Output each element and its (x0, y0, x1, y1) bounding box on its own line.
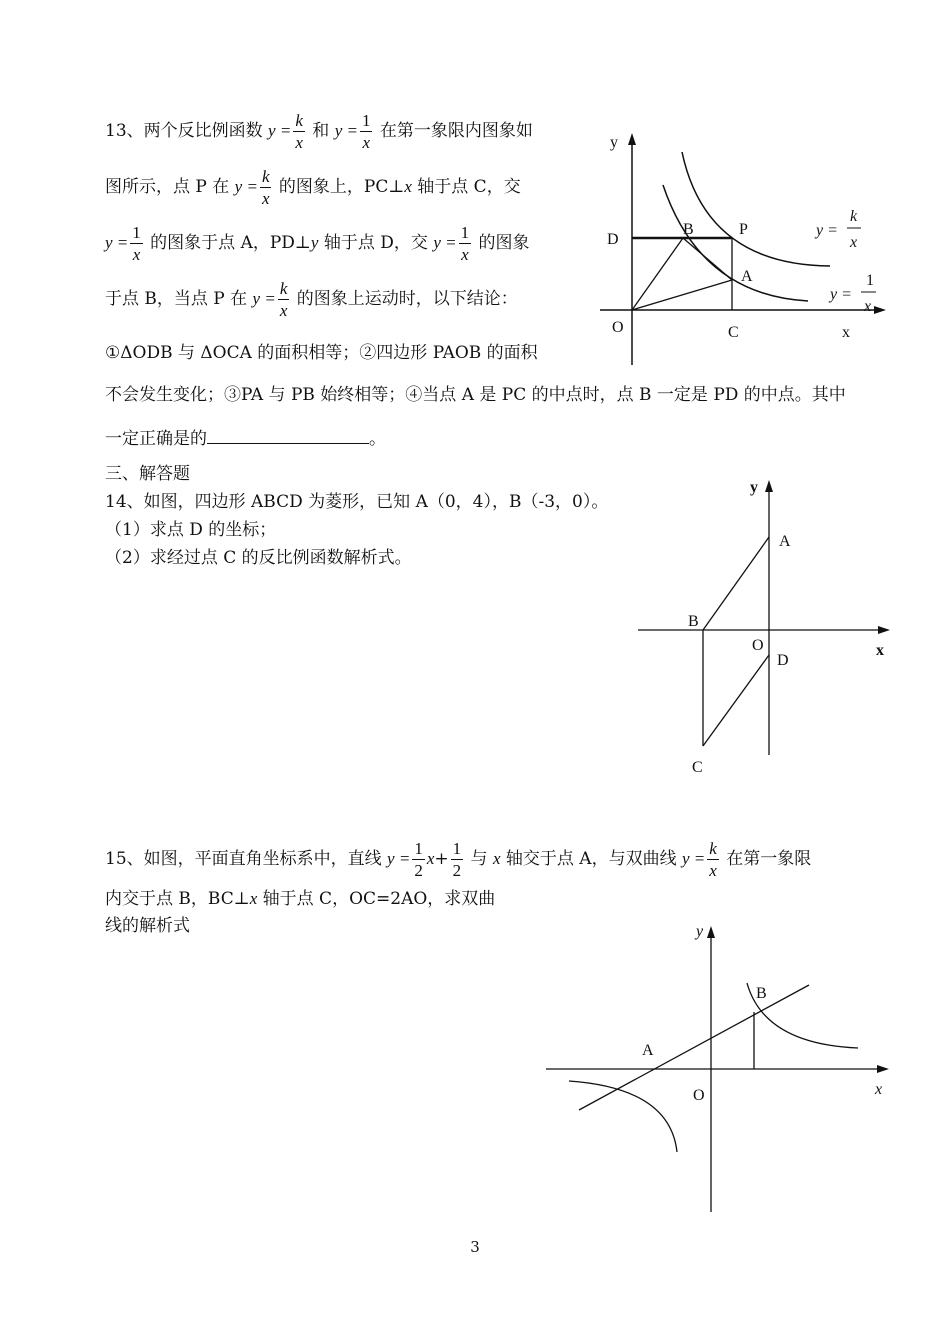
y-axis-arrow (628, 133, 636, 145)
math-y-var: y (310, 233, 319, 252)
y-axis-arrow (765, 480, 773, 492)
q13-text: 图所示，点 P 在 (105, 177, 235, 197)
q13-line3 (105, 224, 530, 263)
denominator: x (295, 133, 303, 152)
q14-line1: 14、如图，四边形 ABCD 为菱形，已知 A（0，4），B（-3，0）。 (105, 492, 609, 512)
q15-text: 在第一象限 (720, 849, 812, 869)
q15-text: 轴交于点 A，与双曲线 (500, 849, 682, 869)
curve2-y-label: y = (830, 286, 852, 303)
label-x: x (842, 324, 850, 341)
segment-OB (632, 238, 683, 310)
segment-BA (683, 238, 732, 280)
q15-text: 轴于点 C，OC=2AO，求双曲 (257, 889, 496, 909)
q13-text: 的图象 (473, 233, 530, 253)
curve2-denominator: x (864, 298, 872, 315)
q13-line6: 不会发生变化；③PA 与 PB 始终相等；④当点 A 是 PC 的中点时，点 B 一定是 PD 的中点。其中 (105, 385, 846, 405)
label-D: D (777, 652, 789, 669)
numerator: 1 (132, 223, 141, 242)
math-y: y = (387, 849, 411, 868)
q13-text: 13、两个反比例函数 (105, 121, 269, 141)
x-axis-arrow (878, 626, 890, 634)
curve1-denominator: x (850, 234, 858, 251)
q15-text: 内交于点 B，BC⊥ (105, 889, 250, 909)
q13-text: 的图象上，PC⊥ (273, 177, 405, 197)
q14-line2: （1）求点 D 的坐标； (105, 520, 277, 540)
label-B: B (756, 985, 767, 1002)
curve2-numerator: 1 (866, 272, 874, 289)
q15-line3: 线的解析式 (105, 916, 190, 936)
q15-text: 与 (465, 849, 493, 869)
page-number: 3 (470, 1238, 480, 1256)
fraction-1-over-x (130, 224, 143, 263)
q13-figure (598, 125, 898, 370)
x-axis-arrow (874, 306, 886, 314)
hyperbola-branch-3 (569, 1081, 677, 1152)
math-y: y = (681, 849, 706, 868)
curve1-y-label: y = (816, 222, 838, 239)
q13-text: 于点 B，当点 P 在 (105, 289, 253, 309)
plus-sign: + (434, 849, 449, 869)
segment-BA (703, 537, 769, 630)
curve-1-over-x (663, 185, 808, 301)
denominator: x (461, 245, 469, 264)
numerator: k (295, 111, 303, 130)
fraction-1-over-x (360, 112, 373, 151)
section-title: 三、解答题 (105, 464, 190, 484)
q15-figure (544, 920, 894, 1220)
label-P: P (739, 221, 748, 238)
label-O: O (612, 319, 624, 336)
numerator: 1 (452, 839, 462, 858)
q13-text: 。 (369, 429, 386, 449)
q13-text: 一定正确是的 (105, 429, 207, 449)
math-y: y = (105, 233, 129, 252)
label-C: C (728, 324, 739, 341)
label-A: A (642, 1042, 654, 1059)
label-y: y (696, 923, 704, 940)
q15-line2 (105, 890, 495, 908)
q13-text: 轴于点 D，交 (318, 233, 434, 253)
math-y: y = (334, 121, 358, 140)
q14-figure (636, 472, 896, 782)
segment-OA (632, 280, 732, 310)
y-axis-arrow (707, 926, 715, 938)
fraction-k-over-x (293, 112, 305, 151)
numerator: 1 (361, 111, 371, 130)
numerator: k (709, 839, 717, 858)
label-x: x (876, 642, 884, 659)
label-C: C (692, 759, 703, 776)
label-B: B (683, 221, 694, 238)
denominator: x (132, 245, 141, 264)
curve1-numerator: k (850, 208, 858, 225)
denominator: x (261, 189, 270, 208)
q13-line2 (105, 168, 521, 207)
q13-line4 (105, 280, 518, 319)
x-axis-arrow (877, 1065, 889, 1073)
label-A: A (741, 268, 753, 285)
math-y: y = (252, 289, 276, 308)
fraction-one-half (451, 840, 464, 879)
label-A: A (779, 533, 791, 550)
q13-text: 在第一象限内图象如 (374, 121, 533, 141)
denominator: 2 (414, 861, 423, 880)
math-y: y = (268, 121, 292, 140)
q15-text: 15、如图，平面直角坐标系中，直线 (105, 849, 388, 869)
answer-blank[interactable] (207, 429, 369, 444)
q13-text: 的图象上运动时，以下结论： (291, 289, 518, 309)
math-x: x (426, 849, 435, 868)
segment-CD (703, 655, 769, 746)
fraction-k-over-x (707, 840, 719, 879)
label-y: y (750, 479, 758, 496)
numerator: 1 (414, 839, 423, 858)
label-O: O (693, 1087, 705, 1104)
numerator: k (261, 167, 270, 186)
math-x: x (404, 177, 412, 196)
q13-text: 和 (306, 121, 335, 141)
label-y: y (610, 134, 618, 151)
q13-text: 的图象于点 A，PD⊥ (144, 233, 311, 253)
numerator: k (279, 279, 288, 298)
math-y: y = (234, 177, 258, 196)
q15-line1 (105, 840, 811, 879)
q13-line5: ①ΔODB 与 ΔOCA 的面积相等；②四边形 PAOB 的面积 (105, 343, 538, 363)
math-x: x (492, 849, 501, 868)
math-x: x (249, 889, 258, 908)
denominator: 2 (452, 861, 462, 880)
q13-text: 轴于点 C，交 (411, 177, 521, 197)
denominator: x (279, 301, 288, 320)
fraction-k-over-x (278, 280, 290, 319)
q13-line1 (105, 112, 533, 151)
label-x: x (875, 1081, 883, 1098)
label-O: O (752, 637, 764, 654)
q13-line7 (105, 429, 386, 448)
math-y: y = (433, 233, 457, 252)
q14-line3: （2）求经过点 C 的反比例函数解析式。 (105, 548, 412, 568)
denominator: x (362, 133, 370, 152)
curve-k-over-x (682, 152, 830, 266)
denominator: x (709, 861, 717, 880)
fraction-k-over-x (260, 168, 272, 207)
fraction-one-half (412, 840, 425, 879)
label-B: B (688, 613, 699, 630)
fraction-1-over-x (459, 224, 472, 263)
numerator: 1 (460, 223, 470, 242)
label-D: D (607, 231, 619, 248)
